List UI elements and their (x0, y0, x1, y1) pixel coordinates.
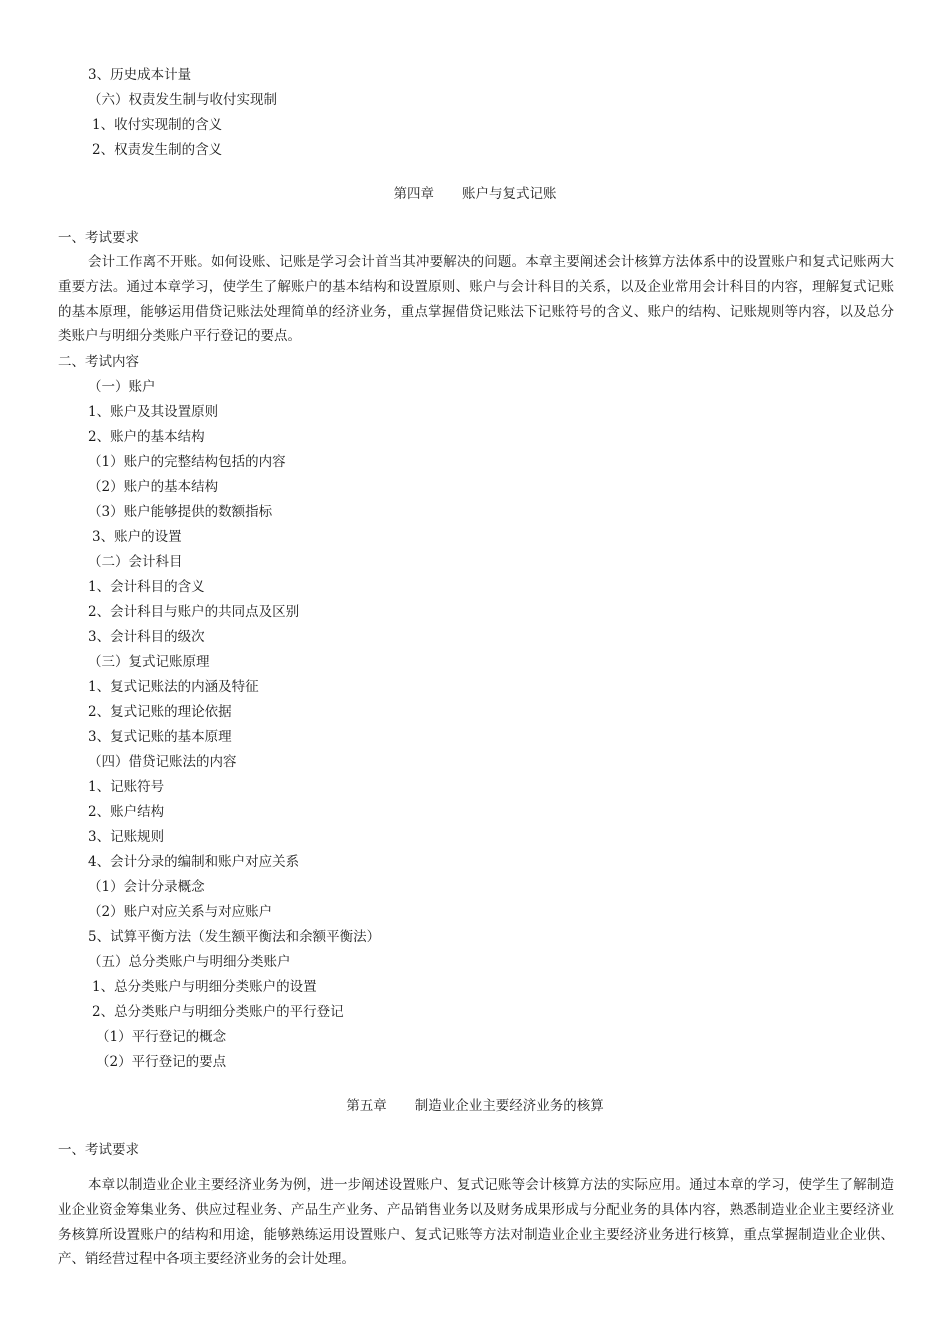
outline-item: 3、记账规则 (88, 829, 165, 845)
chapter-4-title (0, 185, 950, 203)
outline-item: 2、权责发生制的含义 (92, 142, 223, 158)
outline-item: （2）账户对应关系与对应账户 (88, 904, 273, 920)
section-heading: 一、考试要求 (58, 230, 139, 246)
outline-item: （一）账户 (88, 379, 156, 395)
outline-item: 3、历史成本计量 (88, 67, 192, 83)
outline-item: （2）平行登记的要点 (96, 1054, 227, 1070)
outline-item: （2）账户的基本结构 (88, 479, 219, 495)
outline-item: （3）账户能够提供的数额指标 (88, 504, 273, 520)
section-heading: 二、考试内容 (58, 354, 139, 370)
requirement-paragraph: 本章以制造业企业主要经济业务为例，进一步阐述设置账户、复式记账等会计核算方法的实际应用。通过本章的学习，使学生了解制造业企业资金筹集业务、供应过程业务、产品生产业务、产品销售业务以及财务成果形成与分配业务的具体内容，熟悉制造业企业主要经济业务核算所设置账户的结构和用途，能够熟练运用设置账户、复式记账等方法对制造业企业主要经济业务进行核算，重点掌握制造业企业供、产、销经营过程中各项主要经济业务的会计处理。 (58, 1177, 894, 1268)
outline-item: 5、试算平衡方法（发生额平衡法和余额平衡法） (88, 929, 381, 945)
outline-item: （五）总分类账户与明细分类账户 (88, 954, 291, 970)
outline-item: 3、会计科目的级次 (88, 629, 205, 645)
outline-item: 2、复式记账的理论依据 (88, 704, 232, 720)
outline-item: （1）账户的完整结构包括的内容 (88, 454, 286, 470)
chapter-5-title (0, 1097, 950, 1115)
chapter-name: 账户与复式记账 (462, 186, 557, 202)
outline-item: 3、复式记账的基本原理 (88, 729, 232, 745)
chapter-number: 第四章 (393, 186, 434, 202)
outline-item: 2、账户的基本结构 (88, 429, 205, 445)
outline-item: 1、总分类账户与明细分类账户的设置 (92, 979, 317, 995)
outline-item: 2、会计科目与账户的共同点及区别 (88, 604, 300, 620)
chapter-name: 制造业企业主要经济业务的核算 (414, 1098, 604, 1114)
outline-item: 1、会计科目的含义 (88, 579, 205, 595)
chapter-number: 第五章 (346, 1098, 387, 1114)
outline-item: 1、账户及其设置原则 (88, 404, 219, 420)
outline-item: （1）会计分录概念 (88, 879, 205, 895)
requirement-paragraph: 会计工作离不开账。如何设账、记账是学习会计首当其冲要解决的问题。本章主要阐述会计核算方法体系中的设置账户和复式记账两大重要方法。通过本章学习，使学生了解账户的基本结构和设置原则、账户与会计科目的关系，以及企业常用会计科目的内容，理解复式记账的基本原理，能够运用借贷记账法处理简单的经济业务，重点掌握借贷记账法下记账符号的含义、账户的结构、记账规则等内容，以及总分类账户与明细分类账户平行登记的要点。 (58, 254, 894, 345)
section-heading: 一、考试要求 (58, 1142, 139, 1158)
outline-item: 2、总分类账户与明细分类账户的平行登记 (92, 1004, 344, 1020)
outline-item: 4、会计分录的编制和账户对应关系 (88, 854, 300, 870)
outline-item: （三）复式记账原理 (88, 654, 210, 670)
outline-item: （1）平行登记的概念 (96, 1029, 227, 1045)
outline-item: 2、账户结构 (88, 804, 165, 820)
outline-item: （二）会计科目 (88, 554, 183, 570)
outline-item: 1、记账符号 (88, 779, 165, 795)
outline-item: （四）借贷记账法的内容 (88, 754, 237, 770)
outline-item: 1、收付实现制的含义 (92, 117, 223, 133)
outline-item: 1、复式记账法的内涵及特征 (88, 679, 259, 695)
outline-item: 3、账户的设置 (92, 529, 182, 545)
outline-item: （六）权责发生制与收付实现制 (88, 92, 277, 108)
